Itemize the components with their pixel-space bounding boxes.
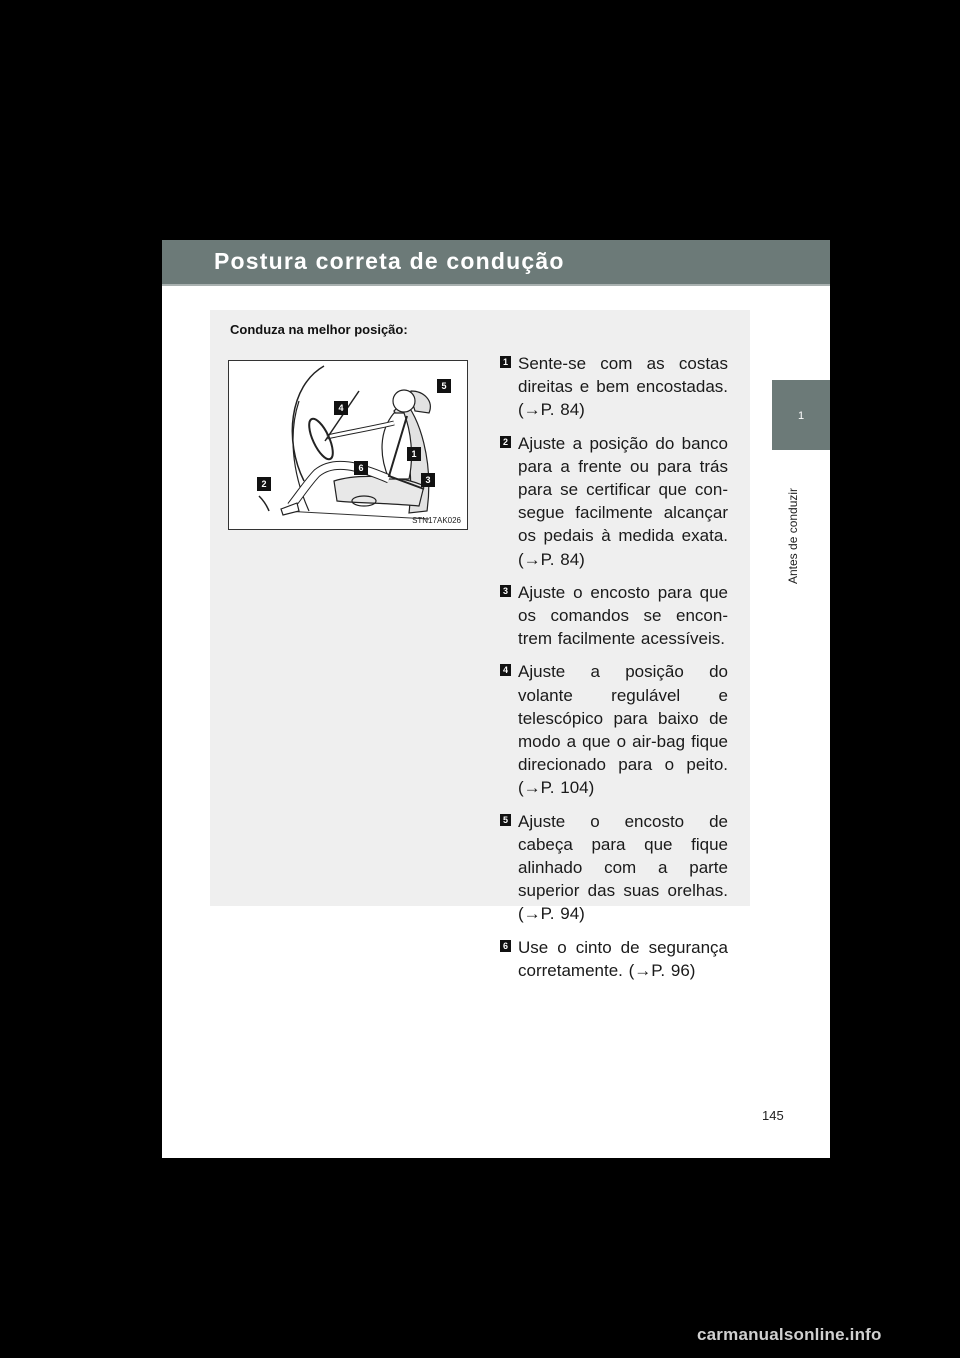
driving-posture-figure <box>228 360 468 530</box>
figure-callout-6: 6 <box>354 461 368 475</box>
chapter-label: Antes de conduzir <box>786 487 800 584</box>
content-box <box>210 310 750 980</box>
figure-callout-4: 4 <box>334 401 348 415</box>
intro-heading: Conduza na melhor posição: <box>230 322 408 337</box>
watermark: carmanualsonline.info <box>697 1325 882 1344</box>
item-badge: 1 <box>500 356 511 368</box>
page-title: Postura correta de condução <box>214 248 565 274</box>
list-item <box>500 810 728 926</box>
title-bar <box>162 240 830 286</box>
chapter-tab[interactable] <box>772 380 830 450</box>
item-text: Ajuste a posição do banco para a frente ou para trás para se certificar que con-segue facilmente alcançar os pedais à medida exata. (→P. 84) <box>518 433 728 569</box>
chapter-number: 1 <box>797 410 805 422</box>
page-number: 145 <box>762 1108 784 1123</box>
figure-callout-1: 1 <box>407 447 421 461</box>
figure-code: STN17AK026 <box>412 516 461 525</box>
item-badge: 2 <box>500 436 511 448</box>
item-badge: 3 <box>500 585 511 597</box>
list-item <box>500 936 728 982</box>
item-text: Ajuste o encosto de cabeça para que fique alinhado com a parte superior das suas orelhas. (→P. 94) <box>518 811 728 924</box>
instruction-list <box>500 352 728 992</box>
driver-illustration <box>229 361 469 531</box>
list-item <box>500 660 728 799</box>
item-text: Ajuste a posição do volante regulável e telescópico para baixo de modo a que o air-bag fique direcionado para o peito. (→P. 104) <box>518 662 728 798</box>
list-item <box>500 581 728 651</box>
item-badge: 4 <box>500 664 511 676</box>
item-text: Ajuste o encosto para que os comandos se encon-trem facilmente acessíveis. <box>518 582 728 649</box>
item-text: Sente-se com as costas direitas e bem encostadas. (→P. 84) <box>518 354 728 420</box>
manual-page <box>162 240 830 1158</box>
figure-callout-2: 2 <box>257 477 271 491</box>
item-badge: 5 <box>500 814 511 826</box>
list-item <box>500 432 728 571</box>
item-text: Use o cinto de segurança corretamente. (→P. 96) <box>518 937 728 980</box>
figure-callout-3: 3 <box>421 473 435 487</box>
figure-callout-5: 5 <box>437 379 451 393</box>
item-badge: 6 <box>500 940 511 952</box>
list-item <box>500 352 728 422</box>
